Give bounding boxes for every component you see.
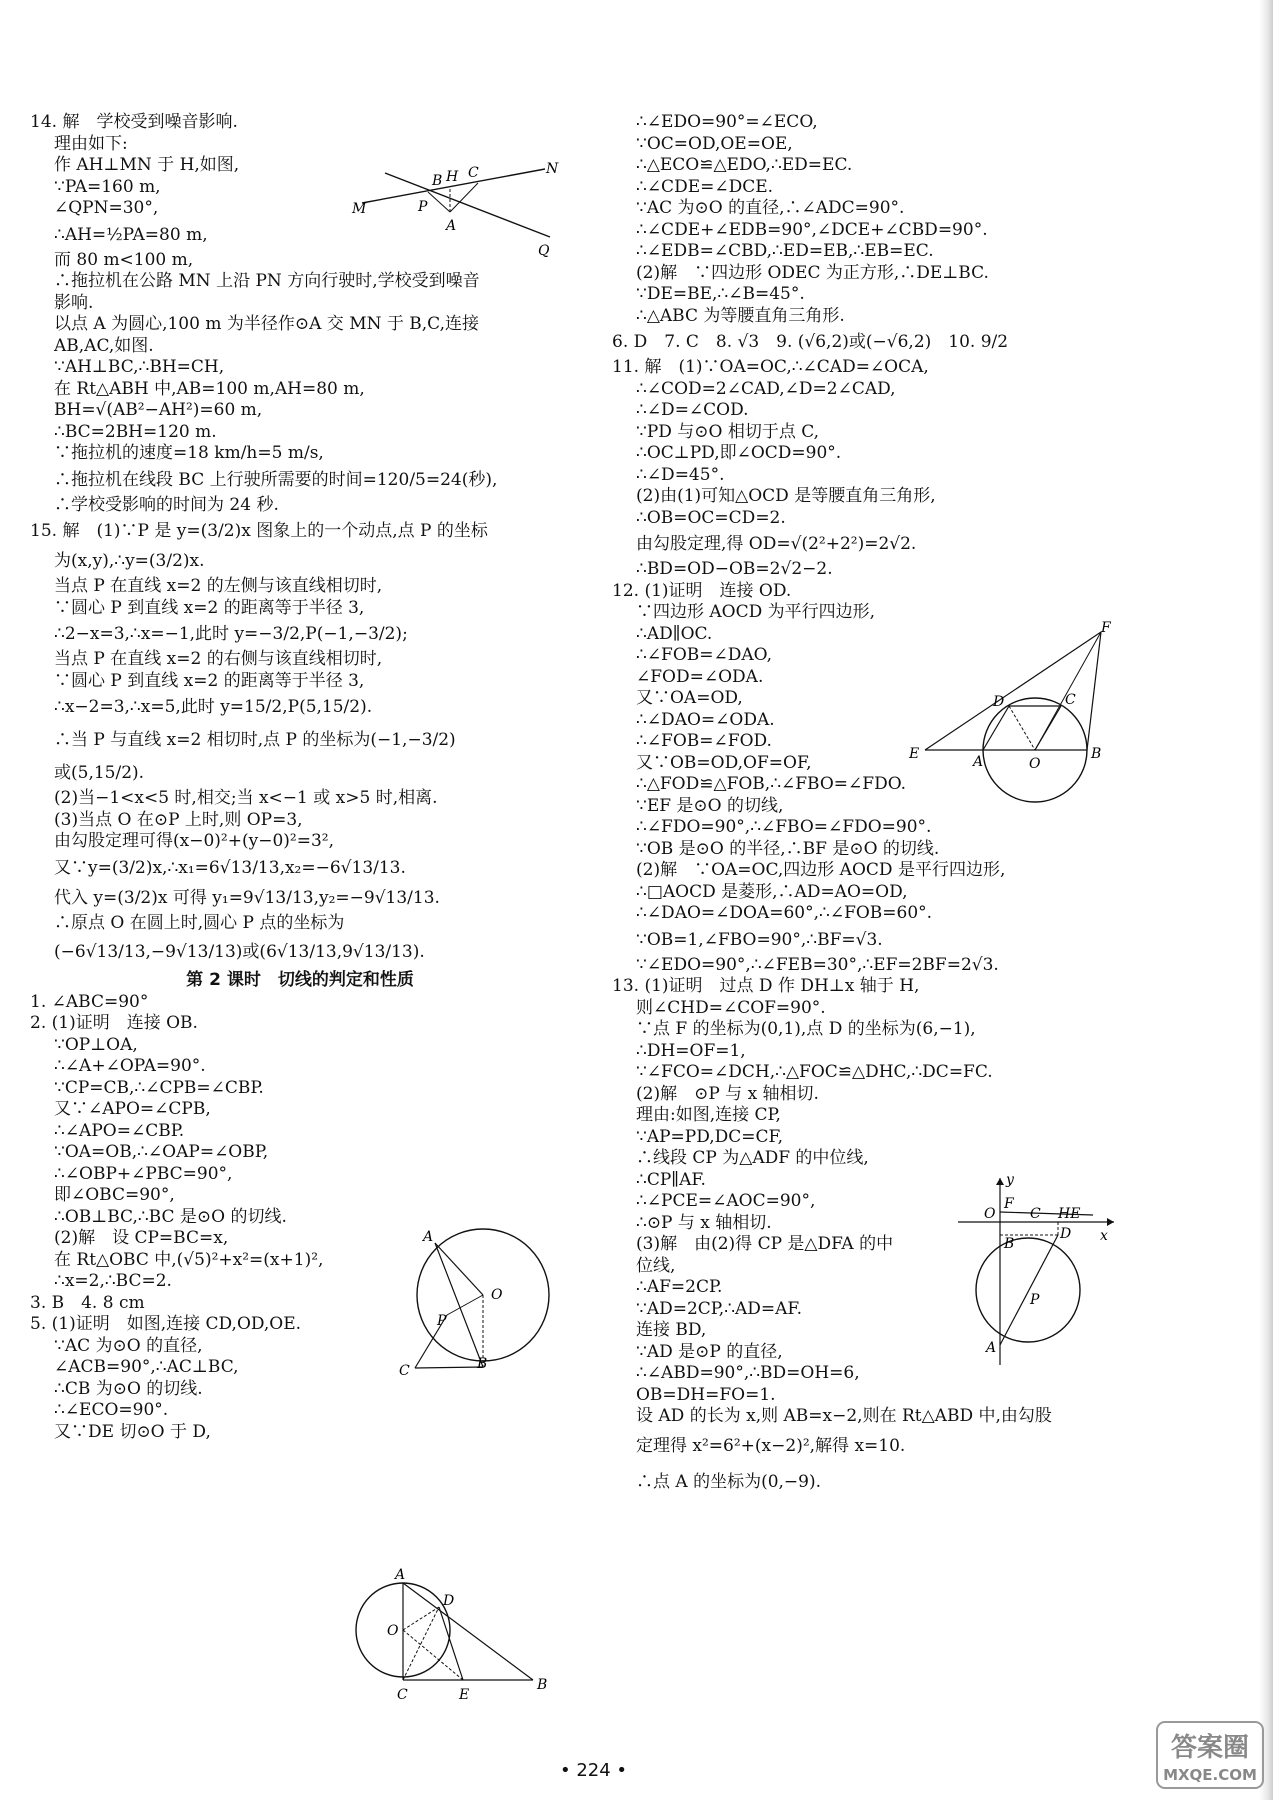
label-B: B — [477, 1356, 488, 1372]
text-line: ∵EF 是⊙O 的切线, — [636, 795, 784, 816]
text-line: 在 Rt△OBC 中,(√5)²+x²=(x+1)², — [54, 1249, 324, 1270]
text-line: ∠FOD=∠ODA. — [636, 666, 764, 687]
page-number: • 224 • — [560, 1760, 628, 1781]
text-line: ∴∠ABD=90°,∴BD=OH=6, — [636, 1363, 860, 1383]
text-line: ∵OA=OB,∴∠OAP=∠OBP, — [54, 1142, 269, 1162]
label-B: B — [1091, 746, 1102, 762]
text-line: ∠QPN=30°, — [54, 198, 159, 218]
label-P: P — [437, 1313, 447, 1329]
label-O: O — [984, 1206, 996, 1222]
text-line: 14. 解 学校受到噪音影响. — [30, 112, 238, 132]
text-line: ∵DE=BE,∴∠B=45°. — [636, 284, 805, 304]
label-E: E — [909, 746, 920, 762]
label-O: O — [491, 1287, 503, 1303]
text-line: ∴BC=2BH=120 m. — [54, 421, 217, 442]
text-line: ∴∠PCE=∠AOC=90°, — [636, 1191, 816, 1211]
text-line: 理由如下: — [54, 133, 128, 154]
text-line: 6. D 7. C 8. √3 9. (√6,2)或(−√6,2) 10. 9/2 — [612, 332, 1009, 352]
text-line: 15. 解 (1)∵P 是 y=(3/2)x 图象上的一个动点,点 P 的坐标 — [30, 521, 488, 541]
text-line: ∵拖拉机的速度=18 km/h=5 m/s, — [54, 443, 324, 463]
text-line: ∴∠FOB=∠DAO, — [636, 645, 773, 665]
label-x: x — [1100, 1228, 1108, 1244]
text-line: 设 AD 的长为 x,则 AB=x−2,则在 Rt△ABD 中,由勾股 — [636, 1406, 1052, 1426]
watermark-logo — [1155, 1720, 1265, 1790]
text-line: ∴∠OBP+∠PBC=90°, — [54, 1163, 233, 1184]
text-line: 则∠CHD=∠COF=90°. — [636, 997, 826, 1018]
label-A: A — [986, 1340, 997, 1356]
text-line: 当点 P 在直线 x=2 的左侧与该直线相切时, — [54, 576, 383, 596]
text-line: ∵AC 为⊙O 的直径, — [54, 1335, 203, 1356]
text-line: ∴CB 为⊙O 的切线. — [54, 1378, 203, 1399]
text-line: 5. (1)证明 如图,连接 CD,OD,OE. — [30, 1314, 302, 1334]
text-line: ∴∠APO=∠CBP. — [54, 1120, 185, 1141]
text-line: 12. (1)证明 连接 OD. — [612, 580, 792, 601]
text-line: ∴⊙P 与 x 轴相切. — [636, 1212, 772, 1233]
label-H: H — [446, 169, 459, 185]
text-line: (2)解 ⊙P 与 x 轴相切. — [636, 1083, 819, 1104]
text-line: 理由:如图,连接 CP, — [636, 1105, 781, 1125]
label-B: B — [1004, 1236, 1015, 1252]
text-line: ∴OB⊥BC,∴BC 是⊙O 的切线. — [54, 1206, 287, 1227]
text-line: ∴∠EDO=90°=∠ECO, — [636, 112, 818, 132]
label-D: D — [993, 694, 1005, 710]
text-line: ∴△ECO≌△EDO,∴ED=EC. — [636, 155, 853, 175]
text-line: 又∵DE 切⊙O 于 D, — [54, 1421, 211, 1442]
text-line: ∴学校受影响的时间为 24 秒. — [54, 494, 279, 515]
label-D: D — [443, 1593, 455, 1609]
text-line: ∴∠FOB=∠FOD. — [636, 731, 772, 751]
text-line: ∴2−x=3,∴x=−1,此时 y=−3/2,P(−1,−3/2); — [54, 624, 408, 644]
text-line: 1. ∠ABC=90° — [30, 991, 149, 1012]
label-C: C — [397, 1687, 408, 1703]
text-line: 2. (1)证明 连接 OB. — [30, 1013, 198, 1033]
text-line: ∴∠CDE=∠DCE. — [636, 176, 774, 197]
text-line: ∵PA=160 m, — [54, 176, 161, 197]
text-line: ∴△ABC 为等腰直角三角形. — [636, 305, 845, 326]
text-line: ∴拖拉机在公路 MN 上沿 PN 方向行驶时,学校受到噪音 — [54, 271, 480, 291]
label-A: A — [423, 1229, 434, 1245]
text-line: ∵AC 为⊙O 的直径,∴∠ADC=90°. — [636, 198, 905, 218]
text-line: ∴点 A 的坐标为(0,−9). — [636, 1471, 822, 1492]
label-E: E — [459, 1687, 470, 1703]
text-line: ∴∠DAO=∠DOA=60°,∴∠FOB=60°. — [636, 903, 933, 923]
text-line: ∴△FOD≌△FOB,∴∠FBO=∠FDO. — [636, 774, 907, 794]
text-line: 定理得 x²=6²+(x−2)²,解得 x=10. — [636, 1435, 906, 1456]
label-C: C — [1030, 1206, 1041, 1222]
text-line: 影响. — [54, 292, 94, 313]
text-line: (2)由(1)可知△OCD 是等腰直角三角形, — [636, 486, 936, 506]
text-line: ∵PD 与⊙O 相切于点 C, — [636, 421, 820, 442]
text-line: (2)当−1<x<5 时,相交;当 x<−1 或 x>5 时,相离. — [54, 788, 438, 808]
text-line: ∴∠ECO=90°. — [54, 1400, 169, 1420]
text-line: BH=√(AB²−AH²)=60 m, — [54, 400, 263, 420]
text-line: ∵OB=1,∠FBO=90°,∴BF=√3. — [636, 929, 883, 950]
figure-14-road-diagram — [350, 155, 560, 260]
text-line: 作 AH⊥MN 于 H,如图, — [54, 155, 240, 175]
watermark-text: 答案圈 — [1170, 1733, 1250, 1763]
text-line: ∵AD=2CP,∴AD=AF. — [636, 1298, 802, 1319]
text-line: AB,AC,如图. — [54, 335, 154, 356]
text-line: 又∵OB=OD,OF=OF, — [636, 752, 812, 773]
text-line: 在 Rt△ABH 中,AB=100 m,AH=80 m, — [54, 378, 365, 399]
text-line: 由勾股定理可得(x−0)²+(y−0)²=3², — [54, 831, 334, 851]
text-line: 为(x,y),∴y=(3/2)x. — [54, 551, 205, 571]
text-line: ∵AP=PD,DC=CF, — [636, 1126, 784, 1147]
text-line: ∴∠EDB=∠CBD,∴ED=EB,∴EB=EC. — [636, 241, 934, 261]
text-line: ∴AD∥OC. — [636, 623, 713, 644]
text-line: 又∵OA=OD, — [636, 688, 743, 708]
text-line: 13. (1)证明 过点 D 作 DH⊥x 轴于 H, — [612, 976, 920, 996]
text-line: ∴∠COD=2∠CAD,∠D=2∠CAD, — [636, 378, 896, 399]
text-line: ∵∠FCO=∠DCH,∴△FOC≌△DHC,∴DC=FC. — [636, 1062, 993, 1082]
text-line: ∴□AOCD 是菱形,∴AD=AO=OD, — [636, 881, 908, 902]
text-line: 11. 解 (1)∵OA=OC,∴∠CAD=∠OCA, — [612, 357, 929, 377]
text-line: ∴AH=½PA=80 m, — [54, 224, 208, 245]
label-O: O — [1029, 756, 1041, 772]
text-line: ∴∠CDE+∠EDB=90°,∠DCE+∠CBD=90°. — [636, 219, 988, 240]
text-line: 而 80 m<100 m, — [54, 249, 194, 270]
text-line: 连接 BD, — [636, 1320, 707, 1340]
text-line: (−6√13/13,−9√13/13)或(6√13/13,9√13/13). — [54, 942, 425, 962]
text-line: 3. B 4. 8 cm — [30, 1292, 145, 1313]
section-heading: 第 2 课时 切线的判定和性质 — [186, 970, 414, 990]
text-line: ∴BD=OD−OB=2√2−2. — [636, 559, 833, 579]
text-line: ∴DH=OF=1, — [636, 1040, 746, 1061]
text-line: 或(5,15/2). — [54, 763, 145, 783]
text-line: 又∵∠APO=∠CPB, — [54, 1099, 211, 1119]
text-line: ∵AH⊥BC,∴BH=CH, — [54, 357, 225, 377]
text-line: 当点 P 在直线 x=2 的右侧与该直线相切时, — [54, 649, 383, 669]
label-O: O — [387, 1623, 399, 1639]
text-line: ∴∠FDO=90°,∴∠FBO=∠FDO=90°. — [636, 817, 932, 837]
page-edge-shadow — [1259, 0, 1273, 1800]
text-line: ∴线段 CP 为△ADF 的中位线, — [636, 1148, 869, 1168]
text-line: 又∵y=(3/2)x,∴x₁=6√13/13,x₂=−6√13/13. — [54, 857, 406, 878]
text-line: ∴AF=2CP. — [636, 1277, 723, 1297]
text-line: ∴原点 O 在圆上时,圆心 P 点的坐标为 — [54, 912, 345, 933]
figure-13-coordinate-diagram — [948, 1170, 1118, 1370]
text-line: ∵∠EDO=90°,∴∠FEB=30°,∴EF=2BF=2√3. — [636, 954, 999, 975]
label-F: F — [1101, 620, 1111, 636]
figure-12-circle-diagram — [905, 620, 1130, 805]
text-line: ∵OP⊥OA, — [54, 1034, 138, 1055]
text-line: ∴OC⊥PD,即∠OCD=90°. — [636, 443, 842, 463]
text-line: (3)解 由(2)得 CP 是△DFA 的中 — [636, 1234, 894, 1254]
label-A: A — [395, 1567, 406, 1583]
label-P: P — [418, 199, 428, 215]
text-line: ∴拖拉机在线段 BC 上行驶所需要的时间=120/5=24(秒), — [54, 469, 498, 490]
label-N: N — [546, 161, 559, 177]
text-line: ∵OB 是⊙O 的半径,∴BF 是⊙O 的切线. — [636, 838, 940, 859]
text-line: (3)当点 O 在⊙P 上时,则 OP=3, — [54, 809, 303, 830]
label-HE: HE — [1058, 1206, 1081, 1222]
label-B: B — [432, 173, 443, 189]
label-C: C — [399, 1363, 410, 1379]
watermark-url: MXQE.COM — [1163, 1766, 1257, 1784]
text-line: ∵四边形 AOCD 为平行四边形, — [636, 602, 876, 622]
label-C: C — [468, 165, 479, 181]
text-line: ∴∠A+∠OPA=90°. — [54, 1056, 206, 1076]
text-line: 以点 A 为圆心,100 m 为半径作⊙A 交 MN 于 B,C,连接 — [54, 314, 479, 334]
text-line: (2)解 设 CP=BC=x, — [54, 1228, 229, 1248]
text-line: ∴OB=OC=CD=2. — [636, 507, 786, 528]
label-A: A — [973, 754, 984, 770]
label-C: C — [1065, 692, 1076, 708]
text-line: ∴∠DAO=∠ODA. — [636, 709, 775, 730]
text-line: ∵圆心 P 到直线 x=2 的距离等于半径 3, — [54, 597, 365, 618]
text-line: (2)解 ∵OA=OC,四边形 AOCD 是平行四边形, — [636, 860, 1006, 880]
text-line: ∴当 P 与直线 x=2 相切时,点 P 的坐标为(−1,−3/2) — [54, 730, 456, 750]
text-line: 位线, — [636, 1255, 676, 1276]
text-line: ∴∠D=45°. — [636, 464, 725, 485]
text-line: (2)解 ∵四边形 ODEC 为正方形,∴DE⊥BC. — [636, 262, 989, 283]
text-line: 即∠OBC=90°, — [54, 1185, 175, 1205]
label-P: P — [1030, 1292, 1040, 1308]
text-line: ∴x=2,∴BC=2. — [54, 1271, 172, 1291]
text-line: OB=DH=FO=1. — [636, 1384, 776, 1405]
figure-5-circle-diagram — [355, 1565, 555, 1705]
figure-2-circle-diagram — [395, 1225, 535, 1379]
text-line: ∵CP=CB,∴∠CPB=∠CBP. — [54, 1077, 264, 1098]
text-line: 由勾股定理,得 OD=√(2²+2²)=2√2. — [636, 534, 917, 554]
text-line: ∠ACB=90°,∴AC⊥BC, — [54, 1357, 239, 1377]
label-B: B — [537, 1677, 548, 1693]
label-D: D — [1060, 1226, 1072, 1242]
label-Q: Q — [538, 243, 550, 259]
text-line: ∴CP∥AF. — [636, 1169, 706, 1190]
right-column — [612, 112, 1242, 1500]
text-line: ∵圆心 P 到直线 x=2 的距离等于半径 3, — [54, 670, 365, 691]
text-line: ∴x−2=3,∴x=5,此时 y=15/2,P(5,15/2). — [54, 697, 373, 717]
label-M: M — [352, 201, 367, 217]
text-line: ∵OC=OD,OE=OE, — [636, 133, 793, 154]
text-line: ∴∠D=∠COD. — [636, 400, 749, 420]
text-line: ∵点 F 的坐标为(0,1),点 D 的坐标为(6,−1), — [636, 1019, 976, 1039]
label-A: A — [446, 218, 457, 234]
label-y: y — [1006, 1172, 1014, 1188]
label-F: F — [1004, 1196, 1014, 1212]
text-line: ∵AD 是⊙P 的直径, — [636, 1341, 783, 1362]
text-line: 代入 y=(3/2)x 可得 y₁=9√13/13,y₂=−9√13/13. — [54, 887, 440, 908]
